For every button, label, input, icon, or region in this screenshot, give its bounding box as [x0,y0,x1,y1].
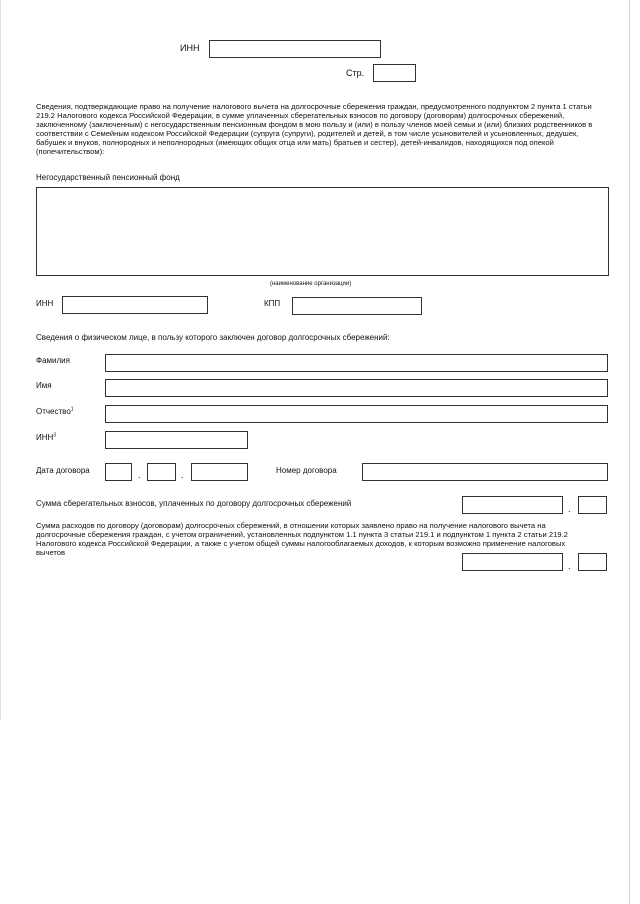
fund-section-title: Негосударственный пенсионный фонд [36,173,180,182]
person-inn-label [36,433,56,443]
expenses-kopecks-field[interactable] [578,553,607,571]
scan-edge-left [0,0,1,720]
fund-inn-label: ИНН [36,299,54,308]
date-separator-2: . [181,470,184,480]
person-inn-footnote-mark: 3 [53,432,57,439]
patronymic-field[interactable] [105,405,608,423]
fund-kpp-label: КПП [264,299,281,308]
person-inn-field[interactable] [105,431,248,449]
patronymic-label [36,407,74,417]
name-label: Имя [36,381,52,390]
name-field[interactable] [105,379,608,397]
surname-field[interactable] [105,354,608,372]
date-separator-1: . [138,470,141,480]
header-inn-label: ИНН [180,43,200,53]
contract-date-label: Дата договора [36,466,90,475]
contract-date-day-field[interactable] [105,463,132,481]
patronymic-label-text: Отчество [36,407,71,416]
fund-name-caption: (наименование организации) [270,281,352,287]
header-inn-field[interactable] [209,40,381,58]
contract-date-month-field[interactable] [147,463,176,481]
expenses-rubles-field[interactable] [462,553,563,571]
expenses-separator: . [568,561,571,571]
header-page-label: Стр. [346,68,365,78]
fund-inn-field[interactable] [62,296,208,314]
person-inn-label-text: ИНН [36,433,54,442]
intro-paragraph: Сведения, подтверждающие право на получение налогового вычета на долгосрочные сбережения граждан, предусмотренного подпунктом 2 пункта 1 статьи 219.2 Налогового кодекса Российской Федерации, в сумме уплаченных сберегательных взносов по договору (договорам) долгосрочных сбережений, заключенному (заключенным) с негосударственным пенсионным фондом в мою пользу и (или) в пользу членов моей семьи и (или) близких родственников в соответствии с Семейным кодексом Российской Федерации (супруга (супруги), родителей и детей, в том числе усыновителей и усыновленных, дедушек, бабушек и внуков, полнородных и неполнородных (имеющих общих отца или мать) братьев и сестер), детей-инвалидов, находящихся под опекой (попечительством): [36,102,593,157]
contract-number-label: Номер договора [276,466,337,475]
expenses-paragraph: Сумма расходов по договору (договорам) долгосрочных сбережений, в отношении которых заявлено право на получение налогового вычета на долгосрочные сбережения граждан, с учетом ограничений, установленных подпунктом 1.1 пункта 3 статьи 219.1 и подпунктом 1 пункта 2 статьи 219.2 Налогового кодекса Российской Федерации, а также с учетом общей суммы налогооблагаемых доходов, к которым возможно применение налоговых вычетов [36,521,568,558]
contributions-kopecks-field[interactable] [578,496,607,514]
fund-name-field[interactable] [36,187,609,276]
patronymic-footnote-mark: 1 [70,406,74,413]
scan-edge-right [629,0,630,904]
fund-kpp-field[interactable] [292,297,422,315]
person-section-title: Сведения о физическом лице, в пользу которого заключен договор долгосрочных сбережений: [36,333,390,342]
contributions-label: Сумма сберегательных взносов, уплаченных по договору долгосрочных сбережений [36,499,352,508]
contributions-separator: . [568,504,571,514]
header-page-field[interactable] [373,64,416,82]
contributions-rubles-field[interactable] [462,496,563,514]
contract-date-year-field[interactable] [191,463,248,481]
surname-label: Фамилия [36,356,70,365]
contract-number-field[interactable] [362,463,608,481]
